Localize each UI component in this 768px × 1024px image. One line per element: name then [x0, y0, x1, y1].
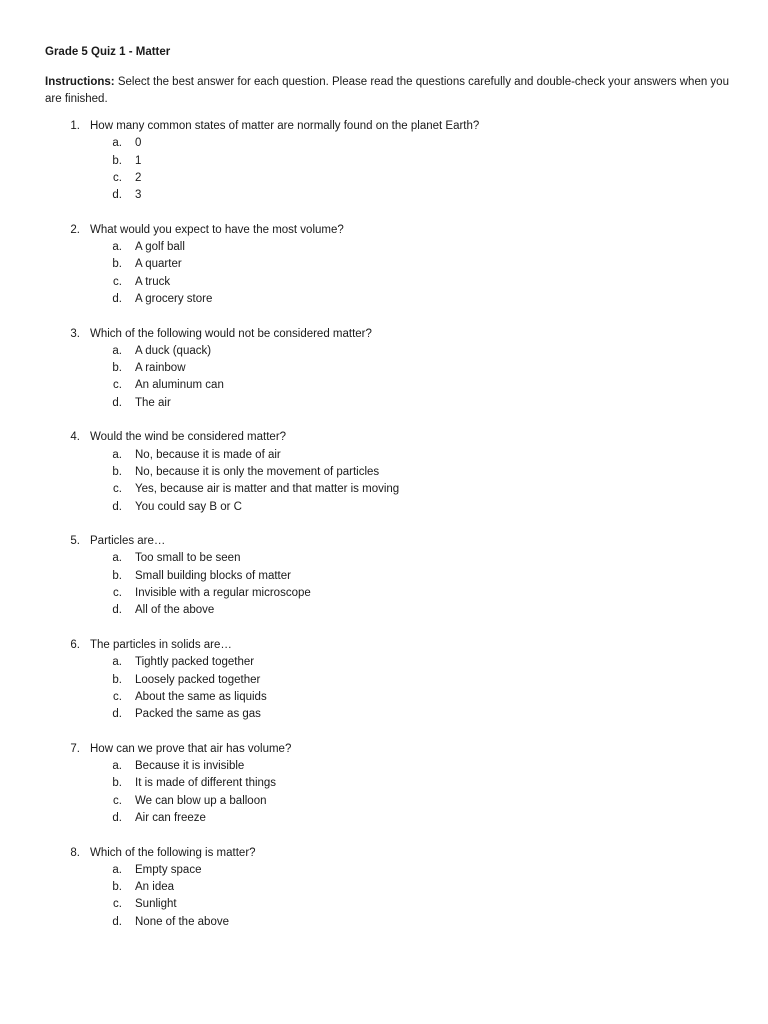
option-letter: b. — [112, 154, 122, 167]
option-text: A golf ball — [135, 241, 185, 254]
answer-option — [0, 481, 768, 498]
option-letter: b. — [112, 569, 122, 582]
answer-option — [0, 550, 768, 567]
option-letter: c. — [113, 690, 122, 703]
answer-option — [0, 879, 768, 896]
answer-option — [0, 654, 768, 671]
option-letter: a. — [112, 760, 122, 773]
option-text: You could say B or C — [135, 500, 242, 513]
answer-option — [0, 153, 768, 170]
option-text: An aluminum can — [135, 379, 224, 392]
option-letter: d. — [112, 915, 122, 928]
option-text: Air can freeze — [135, 811, 206, 824]
option-text: Because it is invisible — [135, 760, 245, 773]
answer-option — [0, 187, 768, 204]
option-text: Packed the same as gas — [135, 708, 261, 721]
option-letter: b. — [112, 362, 122, 375]
answer-option — [0, 464, 768, 481]
option-letter: d. — [112, 292, 122, 305]
option-letter: c. — [113, 275, 122, 288]
answer-options — [0, 758, 768, 827]
option-text: Loosely packed together — [135, 673, 261, 686]
question-number: 6. — [70, 638, 80, 651]
option-letter: b. — [112, 465, 122, 478]
option-letter: d. — [112, 396, 122, 409]
option-text: All of the above — [135, 604, 215, 617]
option-letter: c. — [113, 379, 122, 392]
answer-option — [0, 672, 768, 689]
question-item — [0, 326, 768, 430]
option-text: 0 — [135, 137, 142, 150]
question-item — [0, 637, 768, 741]
question-number: 5. — [70, 535, 80, 548]
option-letter: a. — [112, 137, 122, 150]
option-letter: d. — [112, 189, 122, 202]
option-text: Invisible with a regular microscope — [135, 587, 311, 600]
answer-option — [0, 499, 768, 516]
answer-option — [0, 256, 768, 273]
answer-option — [0, 395, 768, 412]
instructions-label: Instructions: — [45, 76, 115, 88]
option-letter: c. — [113, 898, 122, 911]
answer-options — [0, 239, 768, 308]
answer-options — [0, 343, 768, 412]
question-number: 4. — [70, 431, 80, 444]
answer-option — [0, 793, 768, 810]
option-text: We can blow up a balloon — [135, 794, 267, 807]
option-text: No, because it is made of air — [135, 448, 281, 461]
option-text: No, because it is only the movement of particles — [135, 465, 380, 478]
option-text: It is made of different things — [135, 777, 277, 790]
answer-option — [0, 239, 768, 256]
question-text: The particles in solids are… — [90, 638, 232, 651]
option-text: None of the above — [135, 915, 229, 928]
option-text: A quarter — [135, 258, 182, 271]
option-text: Yes, because air is matter and that matter is moving — [135, 483, 400, 496]
option-text: A truck — [135, 275, 171, 288]
answer-option — [0, 810, 768, 827]
option-text: 1 — [135, 154, 142, 167]
answer-option — [0, 775, 768, 792]
question-number: 1. — [70, 120, 80, 132]
option-letter: b. — [112, 777, 122, 790]
option-text: Empty space — [135, 863, 202, 876]
answer-option — [0, 896, 768, 913]
answer-option — [0, 914, 768, 931]
answer-option — [0, 291, 768, 308]
answer-option — [0, 602, 768, 619]
option-text: About the same as liquids — [135, 690, 267, 703]
question-text: Which of the following would not be considered matter? — [90, 327, 372, 340]
question-text: Particles are… — [90, 535, 166, 548]
answer-option — [0, 568, 768, 585]
question-number: 3. — [70, 327, 80, 340]
option-letter: c. — [113, 483, 122, 496]
option-letter: a. — [112, 863, 122, 876]
option-letter: c. — [113, 794, 122, 807]
option-letter: a. — [112, 552, 122, 565]
option-letter: a. — [112, 241, 122, 254]
option-letter: b. — [112, 258, 122, 271]
question-text: How can we prove that air has volume? — [90, 742, 292, 755]
answer-option — [0, 689, 768, 706]
answer-options — [0, 862, 768, 931]
answer-option — [0, 706, 768, 723]
option-letter: d. — [112, 811, 122, 824]
answer-option — [0, 135, 768, 152]
option-text: A grocery store — [135, 292, 213, 305]
question-item — [0, 845, 768, 949]
option-text: An idea — [135, 881, 175, 894]
instructions-paragraph — [45, 74, 735, 108]
option-letter: c. — [113, 171, 122, 184]
page-title: Grade 5 Quiz 1 - Matter — [45, 46, 171, 58]
answer-options — [0, 447, 768, 516]
option-text: Small building blocks of matter — [135, 569, 291, 582]
instructions-text: Select the best answer for each question. Please read the questions carefully and double-check your answers when you are finished. — [45, 76, 729, 105]
question-number: 2. — [70, 223, 80, 236]
question-text: How many common states of matter are normally found on the planet Earth? — [90, 120, 480, 132]
question-number: 7. — [70, 742, 80, 755]
answer-options — [0, 550, 768, 619]
question-text: Which of the following is matter? — [90, 846, 256, 859]
answer-options — [0, 135, 768, 204]
question-item — [0, 429, 768, 533]
option-letter: a. — [112, 344, 122, 357]
question-item — [0, 118, 768, 222]
answer-option — [0, 585, 768, 602]
option-text: Sunlight — [135, 898, 177, 911]
option-letter: a. — [112, 656, 122, 669]
option-text: 2 — [135, 171, 142, 184]
option-letter: d. — [112, 708, 122, 721]
answer-option — [0, 758, 768, 775]
question-item — [0, 222, 768, 326]
option-text: The air — [135, 396, 171, 409]
question-item — [0, 533, 768, 637]
option-text: Tightly packed together — [135, 656, 255, 669]
answer-option — [0, 274, 768, 291]
answer-option — [0, 377, 768, 394]
option-text: A rainbow — [135, 362, 186, 375]
option-letter: a. — [112, 448, 122, 461]
answer-option — [0, 170, 768, 187]
question-item — [0, 741, 768, 845]
option-text: 3 — [135, 189, 142, 202]
option-text: Too small to be seen — [135, 552, 241, 565]
question-list — [0, 118, 768, 948]
option-letter: b. — [112, 881, 122, 894]
question-text: Would the wind be considered matter? — [90, 431, 287, 444]
option-text: A duck (quack) — [135, 344, 212, 357]
option-letter: c. — [113, 587, 122, 600]
option-letter: d. — [112, 604, 122, 617]
option-letter: b. — [112, 673, 122, 686]
answer-options — [0, 654, 768, 723]
question-text: What would you expect to have the most volume? — [90, 223, 344, 236]
answer-option — [0, 360, 768, 377]
option-letter: d. — [112, 500, 122, 513]
answer-option — [0, 343, 768, 360]
answer-option — [0, 862, 768, 879]
answer-option — [0, 447, 768, 464]
question-number: 8. — [70, 846, 80, 859]
